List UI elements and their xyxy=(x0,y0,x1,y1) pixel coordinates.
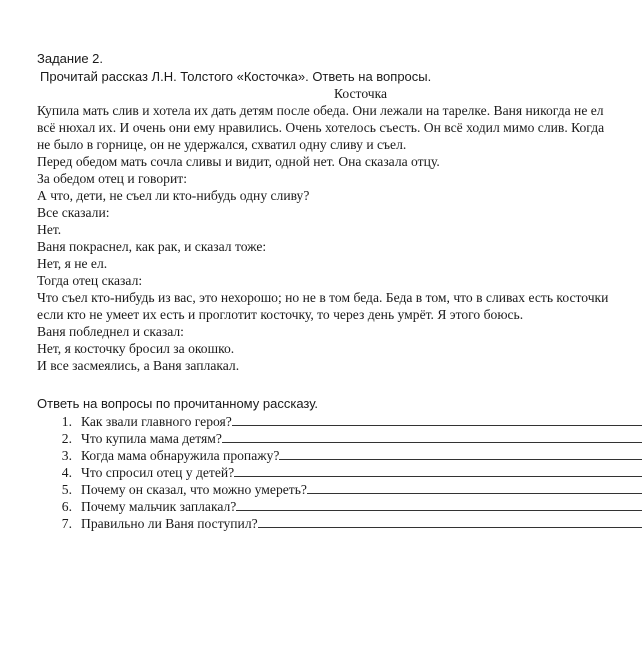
story-line: Ваня побледнел и сказал: xyxy=(37,324,184,339)
question-text: Почему он сказал, что можно умереть? xyxy=(81,482,307,497)
story-line: Ваня покраснел, как рак, и сказал тоже: xyxy=(37,239,267,254)
story-line: Нет, я не ел. xyxy=(37,256,108,271)
question-item xyxy=(0,430,642,447)
story-line: Купила мать слив и хотела их дать детям после обеда. Они лежали на тарелке. Ваня никогда не ел xyxy=(37,103,604,118)
question-item xyxy=(0,413,642,430)
question-number: 4. xyxy=(61,465,72,480)
answer-line[interactable] xyxy=(232,413,642,426)
story-line: И все засмеялись, а Ваня заплакал. xyxy=(37,358,240,373)
question-text: Почему мальчик заплакал? xyxy=(81,499,237,514)
question-text: Как звали главного героя? xyxy=(81,414,232,429)
story-line: всё нюхал их. И очень они ему нравились. Очень хотелось съесть. Он всё ходил мимо слив. Когда xyxy=(37,120,605,135)
story-line: если кто не умеет их есть и проглотит косточку, то через день умрёт. Я этого боюсь. xyxy=(37,307,524,322)
questions-heading: Ответь на вопросы по прочитанному рассказу. xyxy=(37,396,319,411)
answer-line[interactable] xyxy=(234,464,642,477)
question-item xyxy=(0,464,642,481)
story-line: Перед обедом мать сочла сливы и видит, одной нет. Она сказала отцу. xyxy=(37,154,440,169)
question-number: 2. xyxy=(61,431,72,446)
answer-line[interactable] xyxy=(236,498,642,511)
story-line: Нет, я косточку бросил за окошко. xyxy=(37,341,235,356)
question-item xyxy=(0,447,642,464)
question-number: 6. xyxy=(61,499,72,514)
question-item xyxy=(0,481,642,498)
answer-line[interactable] xyxy=(307,481,642,494)
question-item xyxy=(0,498,642,515)
answer-line[interactable] xyxy=(258,515,642,528)
question-text: Что купила мама детям? xyxy=(81,431,222,446)
story-title: Косточка xyxy=(334,86,388,101)
questions-list xyxy=(0,413,642,532)
story-line: Нет. xyxy=(37,222,62,237)
question-text: Что спросил отец у детей? xyxy=(81,465,235,480)
answer-line[interactable] xyxy=(279,447,642,460)
question-text: Правильно ли Ваня поступил? xyxy=(81,516,258,531)
question-text: Когда мама обнаружила пропажу? xyxy=(81,448,280,463)
question-item xyxy=(0,515,642,532)
story-line: не было в горнице, он не удержался, схватил одну сливу и съел. xyxy=(37,137,407,152)
story-line: Тогда отец сказал: xyxy=(37,273,143,288)
question-number: 7. xyxy=(61,516,72,531)
question-number: 5. xyxy=(61,482,72,497)
answer-line[interactable] xyxy=(222,430,642,443)
story-line: За обедом отец и говорит: xyxy=(37,171,187,186)
story-line: А что, дети, не съел ли кто-нибудь одну сливу? xyxy=(37,188,310,203)
question-number: 3. xyxy=(61,448,72,463)
story-line: Что съел кто-нибудь из вас, это нехорошо; но не в том беда. Беда в том, что в сливах есть косточки xyxy=(37,290,609,305)
question-number: 1. xyxy=(61,414,72,429)
story-line: Все сказали: xyxy=(37,205,110,220)
story-text xyxy=(37,102,642,374)
task-label: Задание 2. xyxy=(37,51,104,66)
task-instruction: Прочитай рассказ Л.Н. Толстого «Косточка». Ответь на вопросы. xyxy=(40,69,432,84)
